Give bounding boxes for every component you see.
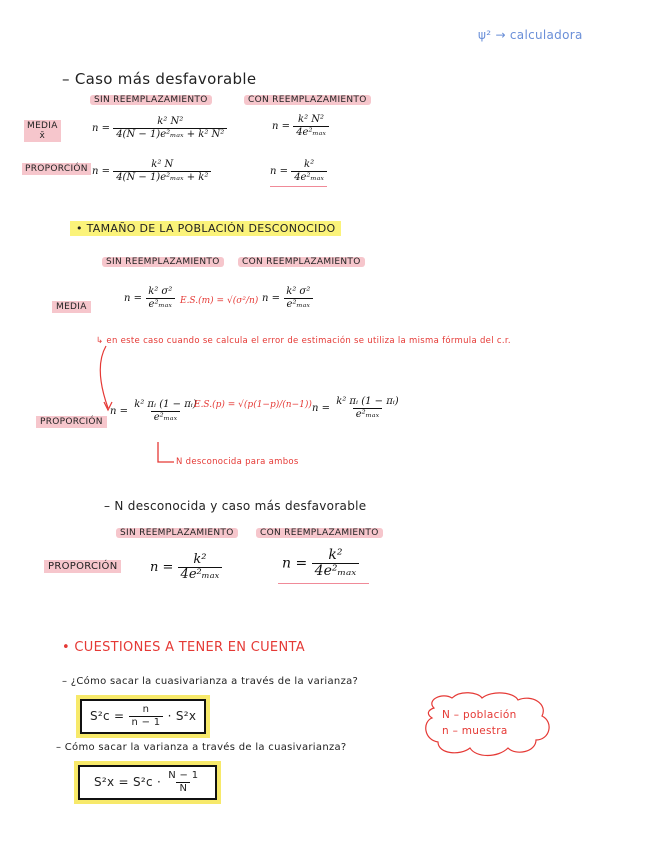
s4-box1-lhs: S²c = [90, 708, 125, 723]
s2-m2-fraction [283, 287, 313, 310]
cloud-line-1: N – población [442, 709, 517, 721]
s3-f1-num: k² [193, 552, 207, 567]
s4-box2-fraction [165, 771, 201, 794]
s4-box2-lhs: S²x = S²c · [94, 774, 162, 789]
s1-f3-num: k² N [151, 159, 174, 170]
s2-note2: N desconocida para ambos [176, 457, 299, 467]
s2-p-num: k² πᵢ (1 − πᵢ) [134, 399, 197, 410]
s3-f1-fraction [178, 553, 223, 582]
s4-question-2: – Cómo sacar la varianza a través de la cuasivarianza? [56, 742, 347, 753]
s2-p-fraction [131, 400, 200, 423]
s4-question-1: – ¿Cómo sacar la cuasivarianza a través de la varianza? [62, 676, 359, 687]
s1-f2-fraction [293, 115, 329, 138]
s4-formula-box-2 [78, 765, 217, 800]
section1-title: – Caso más desfavorable [62, 70, 257, 88]
s2-p2-fraction [333, 397, 402, 420]
s1-sin-reemplazamiento [90, 95, 212, 105]
s1-f4-fraction [291, 160, 327, 183]
cloud-text [442, 707, 517, 739]
s2-m2-num: k² σ² [286, 286, 311, 297]
s1-f1-lhs: n = [92, 122, 110, 134]
s2-title-text: • TAMAÑO DE LA POBLACIÓN DESCONOCIDO [70, 221, 341, 236]
s1-formula-2 [272, 115, 329, 138]
s2-note: ↳ en este caso cuando se calcula el error de estimación se utiliza la misma fórmula del c.r. [96, 336, 511, 346]
s3-f2-lhs: n = [282, 555, 308, 572]
s3-f2-num: k² [328, 547, 343, 563]
s2-p2-lhs: n = [312, 402, 330, 414]
s2-media-red-formula: E.S.(m) = √(σ²/n) [180, 296, 259, 306]
s1-formula-1 [92, 117, 227, 140]
s3-con-label: CON REEMPLAZAMIENTO [256, 528, 383, 538]
s1-f3-fraction [113, 160, 211, 183]
s2-media-formula [124, 287, 175, 310]
s2-p2-num: k² πᵢ (1 − πᵢ) [336, 396, 399, 407]
s4-box2-den: N [176, 782, 190, 794]
s2-m-fraction [145, 287, 175, 310]
s1-formula-3 [92, 160, 211, 183]
s1-f2-lhs: n = [272, 120, 290, 132]
s2-m2-lhs: n = [262, 292, 280, 304]
s1-f2-den: 4e²ₘₐₓ [293, 126, 329, 138]
s3-formula-1 [150, 553, 222, 582]
s2-m-lhs: n = [124, 292, 142, 304]
s2-con-label: CON REEMPLAZAMIENTO [238, 257, 365, 267]
s4-box1-num: n [142, 704, 150, 715]
s2-prop-label: PROPORCIÓN [36, 416, 107, 428]
s1-row2-label: PROPORCIÓN [22, 163, 91, 175]
s1-row1-label [24, 120, 61, 142]
s2-prop-formula-2 [312, 397, 402, 420]
s2-p-lhs: n = [110, 405, 128, 417]
s3-sin-label: SIN REEMPLAZAMIENTO [116, 528, 238, 538]
s1-f2-num: k² N² [298, 114, 325, 125]
s4-formula-box-1 [80, 699, 206, 734]
s1-f4-den: 4e²ₘₐₓ [291, 171, 327, 183]
s2-p-den: e²ₘₐₓ [151, 411, 180, 423]
s2-prop-red-formula: E.S.(p) = √(p(1−p)/(n−1)) [194, 400, 312, 410]
s1-f4-lhs: n = [270, 165, 288, 177]
s1-xbar-label: x̄ [39, 131, 46, 141]
s2-m-den: e²ₘₐₓ [146, 298, 175, 310]
s4-box2-num: N − 1 [168, 770, 199, 781]
s2-sin-label: SIN REEMPLAZAMIENTO [102, 257, 224, 267]
s1-f1-num: k² N² [157, 116, 184, 127]
s1-f1-fraction [113, 117, 227, 140]
s2-m2-den: e²ₘₐₓ [284, 298, 313, 310]
s1-f1-den: 4(N − 1)e²ₘₐₓ + k² N² [113, 128, 227, 140]
s2-p2-den: e²ₘₐₓ [353, 408, 382, 420]
s2-m-num: k² σ² [148, 286, 173, 297]
s3-con-reemplazamiento [256, 528, 383, 538]
s1-con-label: CON REEMPLAZAMIENTO [244, 95, 371, 105]
section3-title: – N desconocida y caso más desfavorable [104, 499, 367, 513]
s2-con-reemplazamiento [238, 257, 365, 267]
s4-box1-den: n − 1 [129, 716, 164, 728]
red-l-bracket [154, 440, 178, 470]
s1-formula-4 [270, 160, 327, 187]
s1-con-reemplazamiento [244, 95, 371, 105]
s1-media-label: MEDIA [27, 121, 58, 131]
s2-media-label: MEDIA [52, 301, 91, 313]
s3-prop-label: PROPORCIÓN [44, 560, 121, 573]
s1-f3-lhs: n = [92, 165, 110, 177]
s2-prop-formula [110, 400, 200, 423]
s2-sin-reemplazamiento [102, 257, 224, 267]
s4-box1-fraction [129, 705, 164, 728]
s3-f1-den: 4e²ₘₐₓ [178, 567, 223, 582]
s1-f3-den: 4(N − 1)e²ₘₐₓ + k² [113, 171, 211, 183]
s1-f4-num: k² [304, 159, 315, 170]
s4-box1-rhs: · S²x [167, 708, 197, 723]
s1-sin-label: SIN REEMPLAZAMIENTO [90, 95, 212, 105]
section4-title: • CUESTIONES A TENER EN CUENTA [62, 640, 305, 655]
s3-f2-fraction [312, 548, 360, 579]
s2-media-formula-2 [262, 287, 313, 310]
header-note [478, 28, 583, 42]
s3-f1-lhs: n = [150, 559, 174, 575]
s3-f2-den: 4e²ₘₐₓ [312, 563, 360, 579]
cloud-line-2: n – muestra [442, 725, 508, 737]
section2-title [70, 222, 341, 235]
s3-formula-2 [278, 548, 369, 584]
s3-sin-reemplazamiento [116, 528, 238, 538]
header-formula: ψ² → calculadora [478, 28, 583, 42]
